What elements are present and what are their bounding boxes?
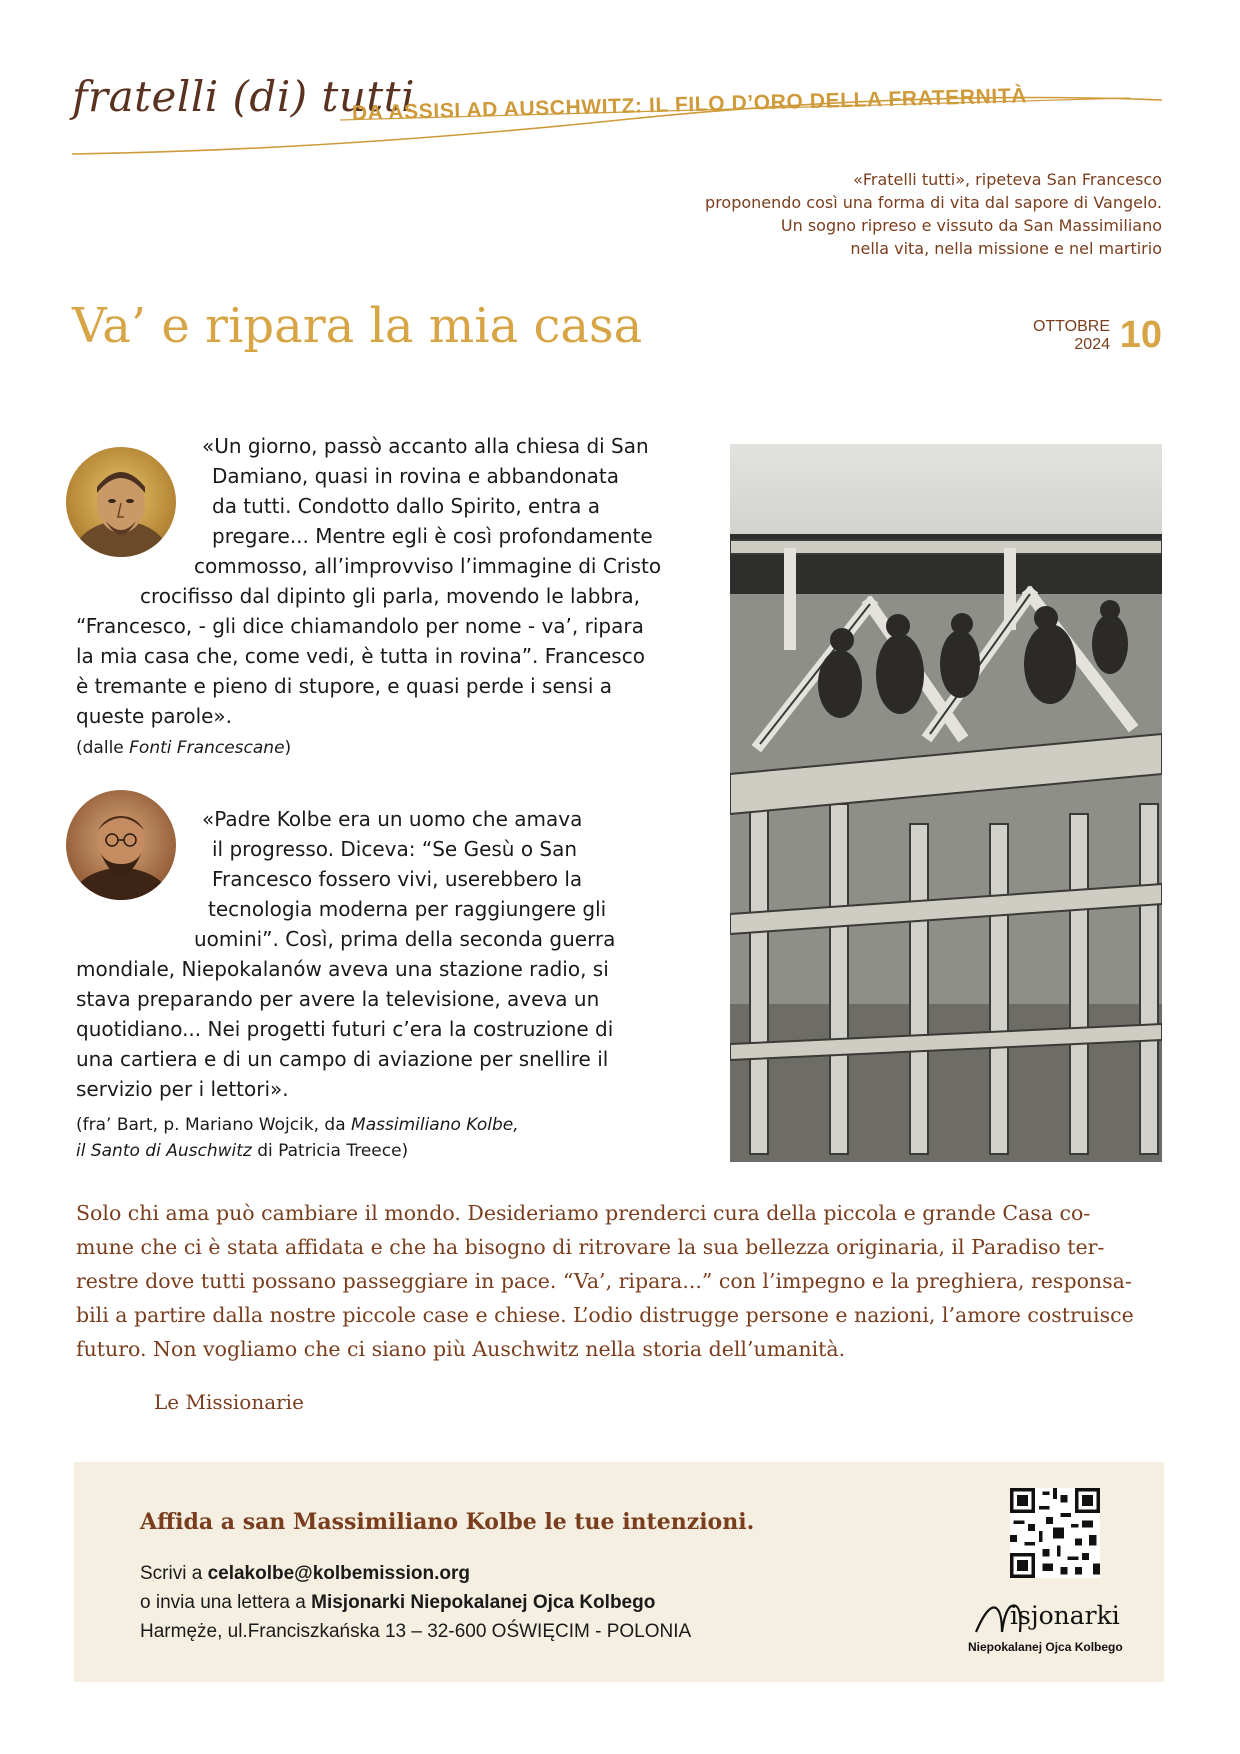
contact-address: Harmęże, ul.Franciszkańska 13 – 32-600 OŚWIĘCIM - POLONIA: [140, 1621, 692, 1642]
quote-francis-line: pregare... Mentre egli è così profondamente: [212, 524, 653, 548]
construction-photo: [730, 444, 1162, 1162]
quote-francis-line: crocifisso dal dipinto gli parla, movendo le labbra,: [140, 584, 641, 608]
reflection-line: restre dove tutti possano passeggiare in pace. “Va’, ripara...” con l’impegno e la preghiera, responsa-: [76, 1269, 1132, 1293]
date-year: 2024: [1074, 336, 1110, 353]
intro-line: «Fratelli tutti», ripeteva San Francesco: [853, 170, 1162, 189]
quote-kolbe-line: tecnologia moderna per raggiungere gli: [208, 897, 607, 921]
quote-kolbe-line: stava preparando per avere la televisione, aveva un: [76, 987, 600, 1011]
reflection-line: mune che ci è stata affidata e che ha bisogno di ritrovare la sua bellezza originaria, il Paradiso ter-: [76, 1235, 1105, 1259]
quote-francis-line: da tutti. Condotto dallo Spirito, entra a: [212, 494, 600, 518]
brand-title: fratelli (di) tutti: [72, 72, 416, 121]
date-month-year: [1033, 318, 1110, 354]
quote-francis-line: la mia casa che, come vedi, è tutta in rovina”. Francesco: [76, 644, 645, 668]
quote-kolbe-line: «Padre Kolbe era un uomo che amava: [202, 807, 583, 831]
reflection-line: Solo chi ama può cambiare il mondo. Desideriamo prenderci cura della piccola e grande Casa co-: [76, 1201, 1091, 1225]
quote-kolbe-line: il progresso. Diceva: “Se Gesù o San: [212, 837, 578, 861]
quote-francis-line: «Un giorno, passò accanto alla chiesa di San: [202, 434, 649, 458]
contact-email-link[interactable]: celakolbe@kolbemission.org: [207, 1563, 471, 1584]
intro-line: Un sogno ripreso e vissuto da San Massimiliano: [780, 216, 1162, 235]
missionaries-logo-subtitle: Niepokalanej Ojca Kolbego: [968, 1640, 1123, 1654]
header-swoosh: [0, 60, 1240, 180]
quote-kolbe-source-line1: (fra’ Bart, p. Mariano Wojcik, da Massimiliano Kolbe,: [76, 1115, 519, 1135]
quote-kolbe-line: uomini”. Così, prima della seconda guerra: [194, 927, 616, 951]
quote-kolbe-line: servizio per i lettori».: [76, 1077, 289, 1101]
date-day: 10: [1119, 314, 1162, 356]
qr-code[interactable]: [1010, 1488, 1100, 1578]
signature: Le Missionarie: [154, 1390, 304, 1414]
portrait-saint-francis: [66, 447, 176, 557]
intro-line: nella vita, nella missione e nel martirio: [850, 239, 1162, 258]
contact-email-line: Scrivi a celakolbe@kolbemission.org: [140, 1563, 471, 1584]
quote-kolbe-line: Francesco fossero vivi, userebbero la: [212, 867, 583, 891]
portrait-maximilian-kolbe: [66, 790, 176, 900]
quote-kolbe-source-line2: il Santo di Auschwitz di Patricia Treece): [76, 1141, 409, 1161]
quote-francis-line: è tremante e pieno di stupore, e quasi perde i sensi a: [76, 674, 613, 698]
quote-francis-source: (dalle Fonti Francescane): [76, 738, 292, 758]
intro-text: [642, 168, 1162, 260]
page-title: Va’ e ripara la mia casa: [72, 298, 643, 354]
reflection-text: [76, 1196, 1164, 1366]
quote-kolbe-line: una cartiera e di un campo di aviazione per snellire il: [76, 1047, 609, 1071]
quote-francis-line: queste parole».: [76, 704, 233, 728]
quote-francis-line: “Francesco, - gli dice chiamandolo per nome - va’, ripara: [76, 614, 644, 638]
intro-line: proponendo così una forma di vita dal sapore di Vangelo.: [705, 193, 1162, 212]
quote-francis-line: Damiano, quasi in rovina e abbandonata: [212, 464, 620, 488]
quote-kolbe-line: quotidiano... Nei progetti futuri c’era la costruzione di: [76, 1017, 614, 1041]
contact-letter-line: o invia una lettera a Misjonarki Niepokalanej Ojca Kolbego: [140, 1592, 656, 1613]
reflection-line: futuro. Non vogliamo che ci siano più Auschwitz nella storia dell’umanità.: [76, 1337, 846, 1361]
series-subtitle: DA ASSISI AD AUSCHWITZ: IL FILO D’ORO DELLA FRATERNITÀ: [351, 84, 1028, 125]
reflection-line: bili a partire dalla nostre piccole case e chiese. L’odio distrugge persone e nazioni, l’amore costruisce: [76, 1303, 1134, 1327]
quote-francis-line: commosso, all’improvviso l’immagine di Cristo: [194, 554, 662, 578]
missionaries-logo-text: isjonarki: [1010, 1601, 1120, 1630]
quote-kolbe-line: mondiale, Niepokalanów aveva una stazione radio, si: [76, 957, 609, 981]
contact-heading: Affida a san Massimiliano Kolbe le tue intenzioni.: [140, 1509, 755, 1535]
date-month: OTTOBRE: [1032, 318, 1110, 335]
